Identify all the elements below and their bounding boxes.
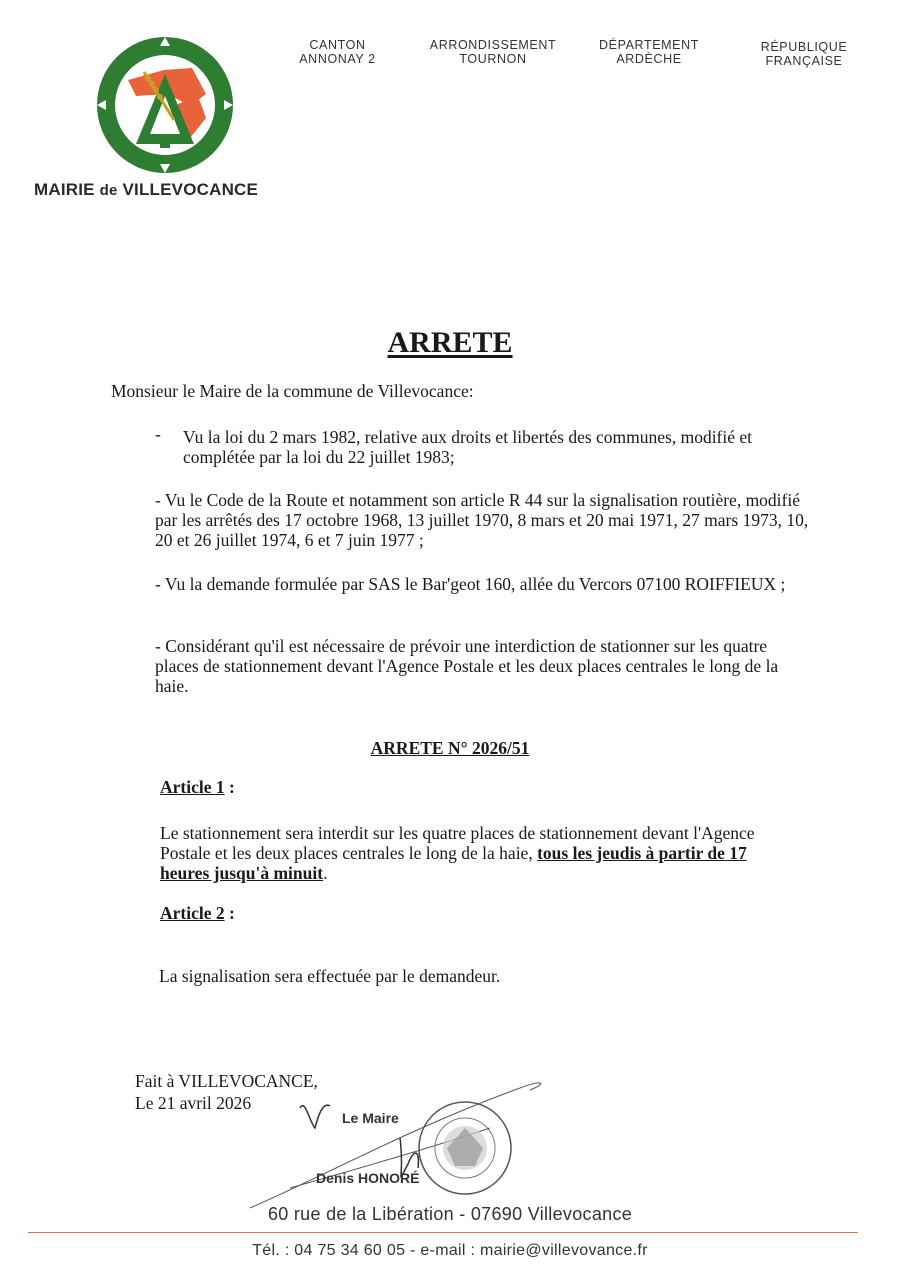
signature-name: Denis HONORÉ [316, 1170, 420, 1186]
consideration-4: - Considérant qu'il est nécessaire de prévoir une interdiction de stationner sur les quatre places de stationnement devant l'Agence Postale et les deux places centrales le long de la haie. [155, 636, 779, 696]
republique-value: FRANÇAISE [765, 54, 843, 68]
article-1-text-start: Le stationnement sera interdit sur les quatre places de stationnement devant l'Agence Postale et les deux places centrales le long de la haie, [160, 823, 755, 863]
consideration-1: Vu la loi du 2 mars 1982, relative aux droits et libertés des communes, modifié et complétée par la loi du 22 juillet 1983; [183, 427, 753, 467]
signature-place: Fait à VILLEVOCANCE, [135, 1071, 318, 1091]
article-2-text: La signalisation sera effectuée par le demandeur. [159, 966, 501, 986]
signature-date: Le 21 avril 2026 [135, 1093, 252, 1113]
signature-role: Le Maire [342, 1110, 399, 1126]
header-arrondissement [418, 38, 568, 66]
consideration-2: - Vu le Code de la Route et notamment son article R 44 sur la signalisation routière, modifié par les arrêtés des 17 octobre 1968, 13 juillet 1970, 8 mars et 20 mai 1971, 27 mars 1973, 10, 20 et 26 juillet 1974, 6 et 7 juin 1977 ; [155, 490, 809, 550]
header-departement [588, 38, 710, 66]
article-2-colon: : [224, 903, 235, 923]
republique-label: RÉPUBLIQUE [760, 40, 848, 54]
arrondissement-label: ARRONDISSEMENT [429, 38, 557, 52]
article-1-text [160, 823, 800, 883]
footer-address: 60 rue de la Libération - 07690 Villevocance [267, 1204, 633, 1224]
canton-label: CANTON [309, 38, 366, 52]
mairie-de: de [99, 182, 118, 199]
mairie-town: VILLEVOCANCE [122, 180, 259, 199]
footer-contact: Tél. : 04 75 34 60 05 - e-mail : mairie@villevovance.fr [252, 1242, 648, 1259]
article-1-heading [160, 777, 235, 798]
canton-value: ANNONAY 2 [299, 52, 376, 66]
article-2-label: Article 2 [160, 903, 225, 923]
document-title: ARRETE [387, 326, 513, 359]
footer-divider [28, 1232, 858, 1233]
departement-value: ARDÈCHE [616, 52, 682, 66]
article-1-text-end: . [323, 863, 328, 883]
mairie-prefix: MAIRIE [34, 180, 95, 199]
departement-label: DÉPARTEMENT [599, 38, 699, 52]
article-1-label: Article 1 [160, 777, 225, 797]
article-1-emphasis: tous les jeudis à partir de 17 heures jusqu'à minuit [160, 843, 747, 883]
town-stamp [415, 1098, 515, 1198]
town-logo [94, 34, 236, 176]
mairie-name [34, 180, 258, 200]
arrete-number: ARRETE N° 2026/51 [370, 738, 530, 758]
header-canton [285, 38, 390, 66]
consideration-3: - Vu la demande formulée par SAS le Bar'geot 160, allée du Vercors 07100 ROIFFIEUX ; [155, 574, 786, 594]
article-1-colon: : [224, 777, 235, 797]
header-republique [748, 40, 860, 68]
dash-marker: - [155, 424, 161, 444]
article-2-heading [160, 903, 235, 924]
arrondissement-value: TOURNON [459, 52, 527, 66]
intro-text: Monsieur le Maire de la commune de Villevocance: [111, 381, 474, 401]
